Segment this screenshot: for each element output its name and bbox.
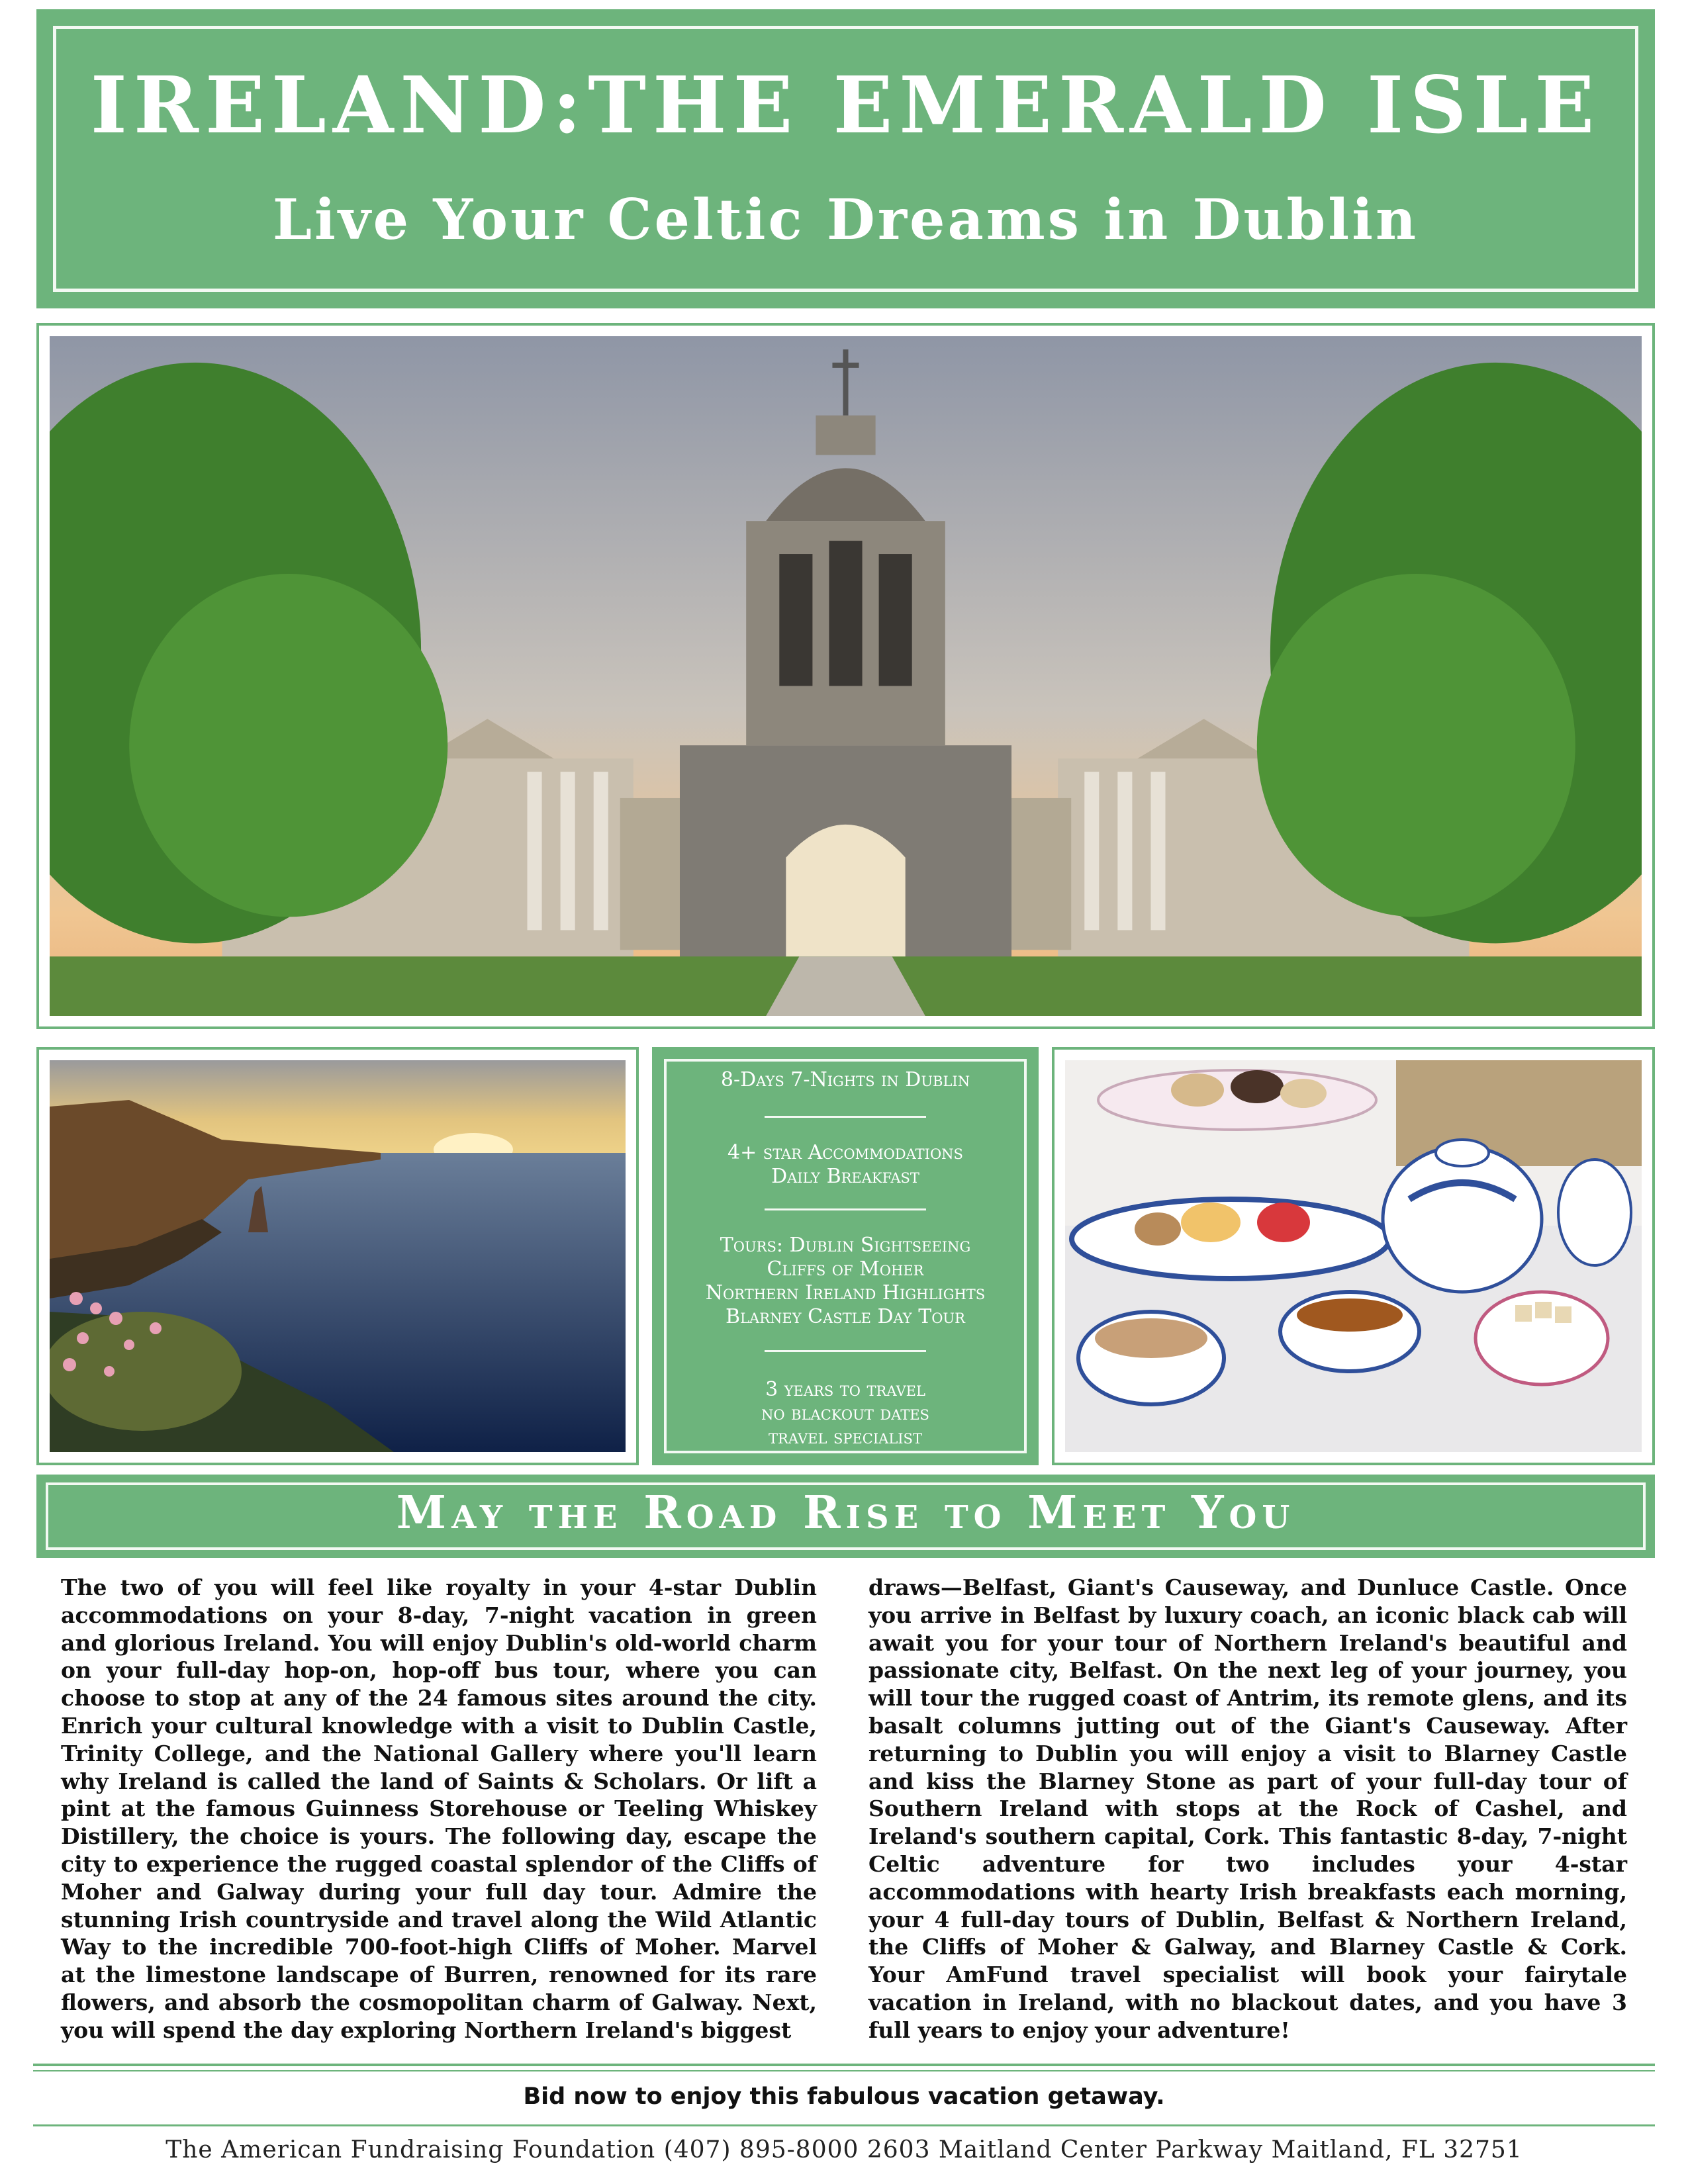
tours-list	[652, 1234, 1039, 1329]
divider	[765, 1208, 926, 1210]
travel-term: 3 years to travel	[765, 1378, 925, 1401]
call-to-action: Bid now to enjoy this fabulous vacation getaway.	[523, 2083, 1165, 2110]
travel-term: no blackout dates	[761, 1402, 929, 1425]
trip-details-box	[652, 1047, 1039, 1465]
accommodations	[652, 1141, 1039, 1189]
afternoon-tea-photo	[1065, 1060, 1642, 1452]
tea-photo-frame	[1052, 1047, 1655, 1465]
header-banner	[36, 9, 1655, 308]
travel-term: travel specialist	[769, 1426, 922, 1449]
cliffs-photo-frame	[36, 1047, 639, 1465]
section-title: May the Road Rise to Meet You	[396, 1486, 1295, 1539]
tour-item: Blarney Castle Day Tour	[726, 1305, 965, 1328]
divider	[765, 1116, 926, 1118]
breakfast-text: Daily Breakfast	[771, 1165, 919, 1188]
tour-item: Tours: Dublin Sightseeing	[720, 1234, 971, 1257]
travel-terms	[652, 1378, 1039, 1449]
footer-rule-bottom	[33, 2124, 1655, 2126]
trip-duration-text: 8-Days 7-Nights in Dublin	[720, 1068, 970, 1091]
trip-duration	[652, 1068, 1039, 1092]
divider	[765, 1350, 926, 1352]
footer-contact: The American Fundraising Foundation (407) 895-8000 2603 Maitland Center Parkway Maitland, FL 32751	[165, 2136, 1523, 2163]
accommodations-text: 4+ star Accommodations	[727, 1141, 963, 1164]
hero-photo-trinity-college	[50, 336, 1642, 1016]
tour-item: Cliffs of Moher	[767, 1257, 924, 1281]
body-text-left: The two of you will feel like royalty in your 4-star Dublin accommodations on your 8-day, 7-night vacation in green and glorious Ireland. You will enjoy Dublin's old-world charm on your full-day hop-on, hop-off bus tour, where you can choose to stop at any of the 24 famous sites around the city. Enrich your cultural knowledge with a visit to Dublin Castle, Trinity College, and the National Gallery where you'll learn why Ireland is called the land of Saints & Scholars. Or lift a pint at the famous Guinness Storehouse or Teeling Whiskey Distillery, the choice is yours. The following day, escape the city to experience the rugged coastal splendor of the Cliffs of Moher and Galway during your full day tour. Admire the stunning Irish countryside and travel along the Wild Atlantic Way to the incredible 700-foot-high Cliffs of Moher. Marvel at the limestone landscape of Burren, renowned for its rare flowers, and absorb the cosmopolitan charm of Galway. Next, you will spend the day exploring Northern Ireland's biggest	[61, 1574, 817, 2043]
section-header	[36, 1475, 1655, 1558]
footer-rule-thin	[33, 2070, 1655, 2071]
tour-item: Northern Ireland Highlights	[705, 1281, 986, 1304]
hero-photo-frame	[36, 323, 1655, 1029]
body-text-right: draws—Belfast, Giant's Causeway, and Dunluce Castle. Once you arrive in Belfast by luxury coach, an iconic black cab will await you for your tour of Northern Ireland's beautiful and passionate city, Belfast. On the next leg of your journey, you will tour the rugged coast of Antrim, its remote glens, and its basalt columns jutting out of the Giant's Causeway. After returning to Dublin you will enjoy a visit to Blarney Castle and kiss the Blarney Stone as part of your full-day tour of Southern Ireland with stops at the Rock of Cashel, and Ireland's southern capital, Cork. This fantastic 8-day, 7-night Celtic adventure for two includes your 4-star accommodations with hearty Irish breakfasts each morning, your 4 full-day tours of Dublin, Belfast & Northern Ireland, the Cliffs of Moher & Galway, and Blarney Castle & Cork. Your AmFund travel specialist will book your fairytale vacation in Ireland, with no blackout dates, and you have 3 full years to enjoy your adventure!	[868, 1574, 1627, 2043]
cliffs-of-moher-photo	[50, 1060, 626, 1452]
page-title: IRELAND:THE EMERALD ISLE	[90, 59, 1601, 151]
footer-rule-top	[33, 2064, 1655, 2066]
page-subtitle: Live Your Celtic Dreams in Dublin	[272, 187, 1419, 252]
